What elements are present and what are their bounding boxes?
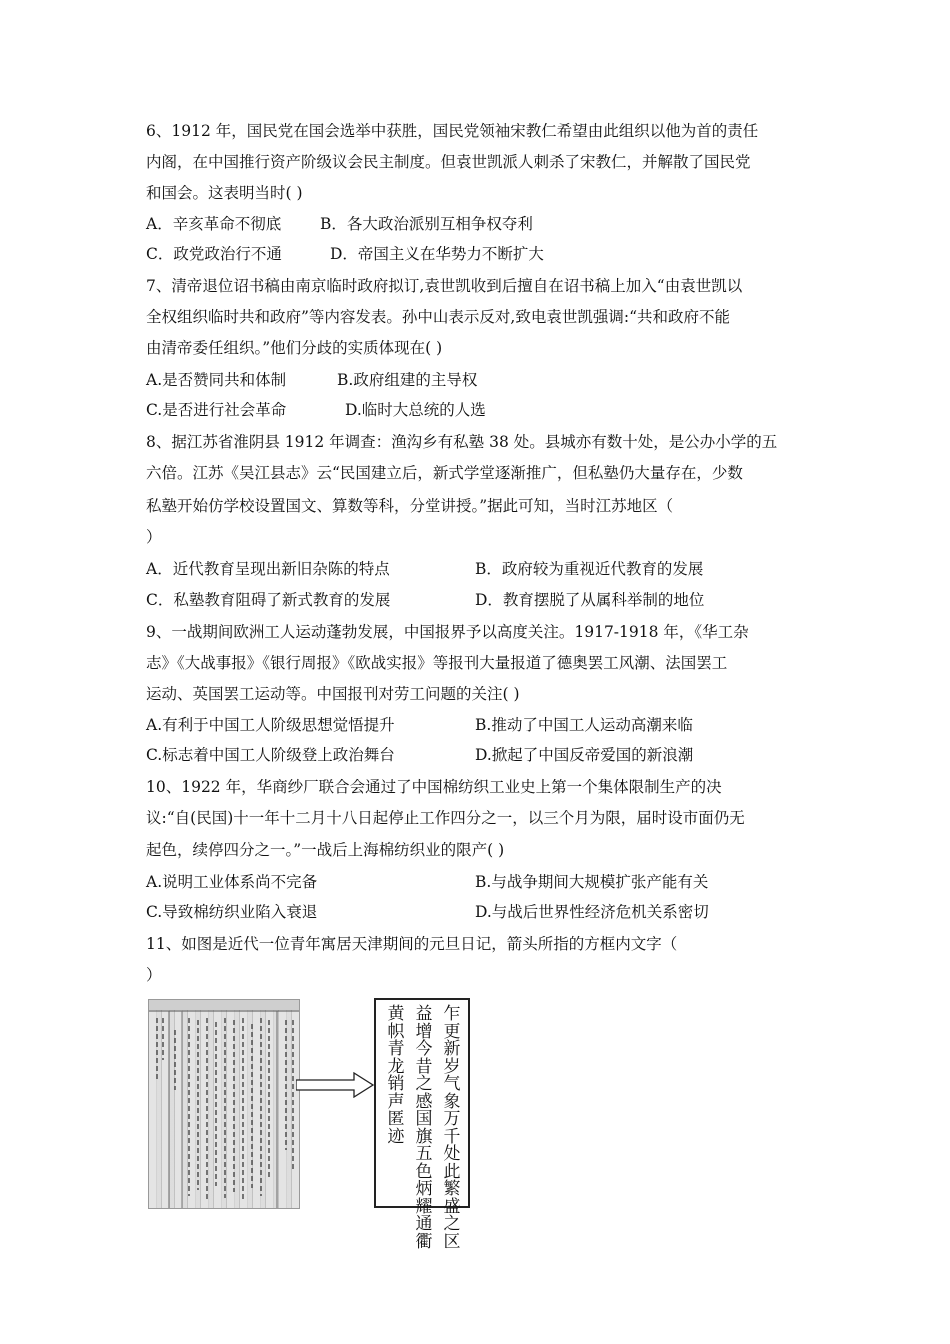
diary-handwriting-graphic — [149, 1000, 299, 1208]
q7-option-c: C.是否进行社会革命 — [146, 401, 287, 419]
box-column-3: 黄帜青龙销声匿迹 — [387, 1004, 405, 1147]
q7-option-b: B.政府组建的主导权 — [337, 371, 478, 389]
q6-line-1: 6、1912 年，国民党在国会选举中获胜，国民党领袖宋教仁希望由此组织以他为首的责任 — [146, 122, 759, 140]
q6-option-a: A．辛亥革命不彻底 — [146, 215, 282, 233]
q10-option-a: A.说明工业体系尚不完备 — [146, 873, 318, 891]
q7-line-3: 由清帝委任组织。”他们分歧的实质体现在( ) — [146, 339, 443, 357]
q8-option-b: B．政府较为重视近代教育的发展 — [475, 560, 704, 578]
q11-line-1: 11、如图是近代一位青年寓居天津期间的元旦日记，箭头所指的方框内文字（ — [146, 935, 678, 953]
q8-line-1: 8、据江苏省淮阴县 1912 年调查：渔沟乡有私塾 38 处。县城亦有数十处，是公办小学的五 — [146, 433, 778, 451]
q10-line-3: 起色，续停四分之一。”一战后上海棉纺织业的限产( ) — [146, 841, 505, 859]
q9-option-c: C.标志着中国工人阶级登上政治舞台 — [146, 746, 395, 764]
q8-line-2: 六倍。江苏《吴江县志》云“民国建立后，新式学堂逐渐推广，但私塾仍大量存在，少数 — [146, 464, 743, 482]
arrow-graphic — [296, 1072, 374, 1098]
q8-line-4: ） — [146, 528, 162, 546]
q8-option-c: C．私塾教育阻碍了新式教育的发展 — [146, 591, 391, 609]
q8-option-d: D．教育摆脱了从属科举制的地位 — [475, 591, 705, 609]
q7-line-2: 全权组织临时共和政府”等内容发表。孙中山表示反对,致电袁世凯强调:“共和政府不能 — [146, 308, 731, 326]
q9-option-a: A.有利于中国工人阶级思想觉悟提升 — [146, 716, 395, 734]
q10-option-b: B.与战争期间大规模扩张产能有关 — [475, 873, 709, 891]
q9-line-3: 运动、英国罢工运动等。中国报刊对劳工问题的关注( ) — [146, 685, 520, 703]
q9-option-b: B.推动了中国工人运动高潮来临 — [475, 716, 693, 734]
q8-line-3: 私塾开始仿学校设置国文、算数等科，分堂讲授。”据此可知，当时江苏地区（ — [146, 497, 674, 515]
q9-line-1: 9、一战期间欧洲工人运动蓬勃发展，中国报界予以高度关注。1917-1918 年，《华工杂 — [146, 623, 749, 641]
q11-line-2: ） — [146, 966, 162, 984]
q8-option-a: A．近代教育呈现出新旧杂陈的特点 — [146, 560, 390, 578]
q10-option-c: C.导致棉纺织业陷入衰退 — [146, 903, 318, 921]
boxed-text-frame — [374, 998, 470, 1252]
q9-line-2: 志》《大战事报》《银行周报》《欧战实报》等报刊大量报道了德奥罢工风潮、法国罢工 — [146, 654, 728, 672]
q7-option-a: A.是否赞同共和体制 — [146, 371, 287, 389]
box-column-2: 益增今昔之感国旗五色炳耀通衢 — [415, 1004, 433, 1252]
q10-line-2: 议:“自(民国)十一年十二月十八日起停止工作四分之一，以三个月为限，届时设市面仍无 — [146, 809, 745, 827]
q6-line-3: 和国会。这表明当时( ) — [146, 184, 303, 202]
q6-option-b: B．各大政治派别互相争权夺利 — [320, 215, 533, 233]
box-column-1: 乍更新岁气象万千处此繁盛之区 — [443, 1004, 461, 1252]
q7-line-1: 7、清帝退位诏书稿由南京临时政府拟订,袁世凯收到后擅自在诏书稿上加入“由袁世凯以 — [146, 277, 743, 295]
q7-option-d: D.临时大总统的人选 — [345, 401, 486, 419]
q9-option-d: D.掀起了中国反帝爱国的新浪潮 — [475, 746, 694, 764]
q6-option-d: D．帝国主义在华势力不断扩大 — [330, 245, 544, 263]
q6-line-2: 内阁，在中国推行资产阶级议会民主制度。但袁世凯派人刺杀了宋教仁，并解散了国民党 — [146, 153, 751, 171]
diary-scan-image — [148, 999, 300, 1209]
q10-option-d: D.与战后世界性经济危机关系密切 — [475, 903, 709, 921]
q10-line-1: 10、1922 年，华商纱厂联合会通过了中国棉纺织工业史上第一个集体限制生产的决 — [146, 778, 722, 796]
q6-option-c: C．政党政治行不通 — [146, 245, 282, 263]
